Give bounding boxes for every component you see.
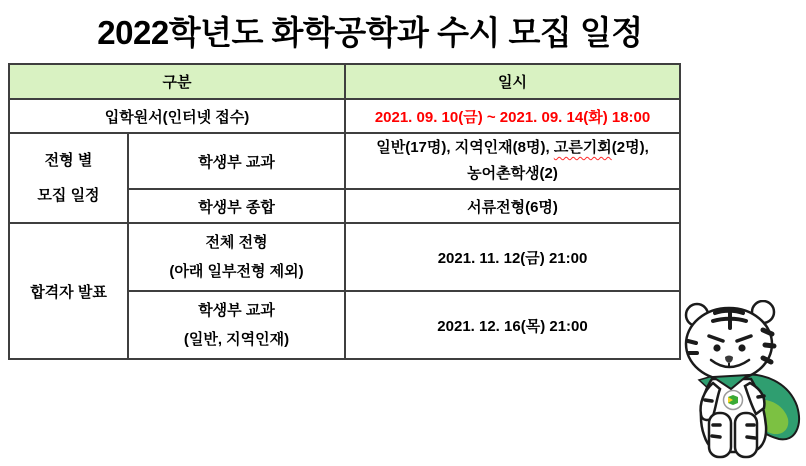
mascot-head bbox=[686, 308, 774, 380]
admission-schedule-table bbox=[8, 63, 681, 360]
schedule-gyogwa-value bbox=[345, 133, 680, 189]
application-row bbox=[9, 99, 680, 133]
schedule-group-label-line2: 모집 일정 bbox=[37, 187, 100, 204]
announce-all-label-line1: 전체 전형 bbox=[205, 234, 268, 251]
white-tiger-with-green-cape-icon bbox=[671, 300, 804, 464]
announce-all-value: 2021. 11. 12(금) 21:00 bbox=[345, 223, 680, 291]
schedule-gyogwa-row bbox=[9, 133, 680, 189]
schedule-gyogwa-value-line1 bbox=[350, 135, 675, 161]
application-label: 입학원서(인터넷 접수) bbox=[9, 99, 345, 133]
mascot-body bbox=[701, 375, 767, 457]
schedule-gyogwa-value-line2: 농어촌학생(2) bbox=[467, 165, 558, 182]
schedule-group-label bbox=[9, 133, 128, 223]
announce-all-label-line2: (아래 일부전형 제외) bbox=[169, 263, 304, 280]
gyogwa-value-part1: 일반(17명), 지역인재(8명), bbox=[376, 139, 554, 156]
schedule-gyogwa-label: 학생부 교과 bbox=[128, 133, 345, 189]
announce-gyogwa-label bbox=[128, 291, 345, 359]
schedule-jonghap-label: 학생부 종합 bbox=[128, 189, 345, 223]
announce-gyogwa-label-line2: (일반, 지역인재) bbox=[183, 331, 290, 348]
gyogwa-value-part2: (2명), bbox=[611, 139, 649, 156]
application-deadline: 2021. 09. 10(금) ~ 2021. 09. 14(화) 18:00 bbox=[345, 99, 680, 133]
header-cell-datetime: 일시 bbox=[345, 64, 680, 99]
announce-all-label bbox=[128, 223, 345, 291]
schedule-group-label-line1: 전형 별 bbox=[44, 152, 93, 169]
announce-gyogwa-value: 2021. 12. 16(목) 21:00 bbox=[345, 291, 680, 359]
announce-all-row bbox=[9, 223, 680, 291]
page-title: 2022학년도 화학공학과 수시 모집 일정 bbox=[97, 14, 643, 51]
table-header-row bbox=[9, 64, 680, 99]
announce-group-label: 합격자 발표 bbox=[9, 223, 128, 359]
schedule-jonghap-value: 서류전형(6명) bbox=[345, 189, 680, 223]
title-container bbox=[0, 0, 740, 54]
tiger-mascot-image bbox=[671, 300, 804, 464]
gyogwa-value-misspelled-word: 고른기회 bbox=[553, 139, 612, 156]
announce-gyogwa-label-line1: 학생부 교과 bbox=[198, 302, 275, 319]
header-cell-category: 구분 bbox=[9, 64, 345, 99]
